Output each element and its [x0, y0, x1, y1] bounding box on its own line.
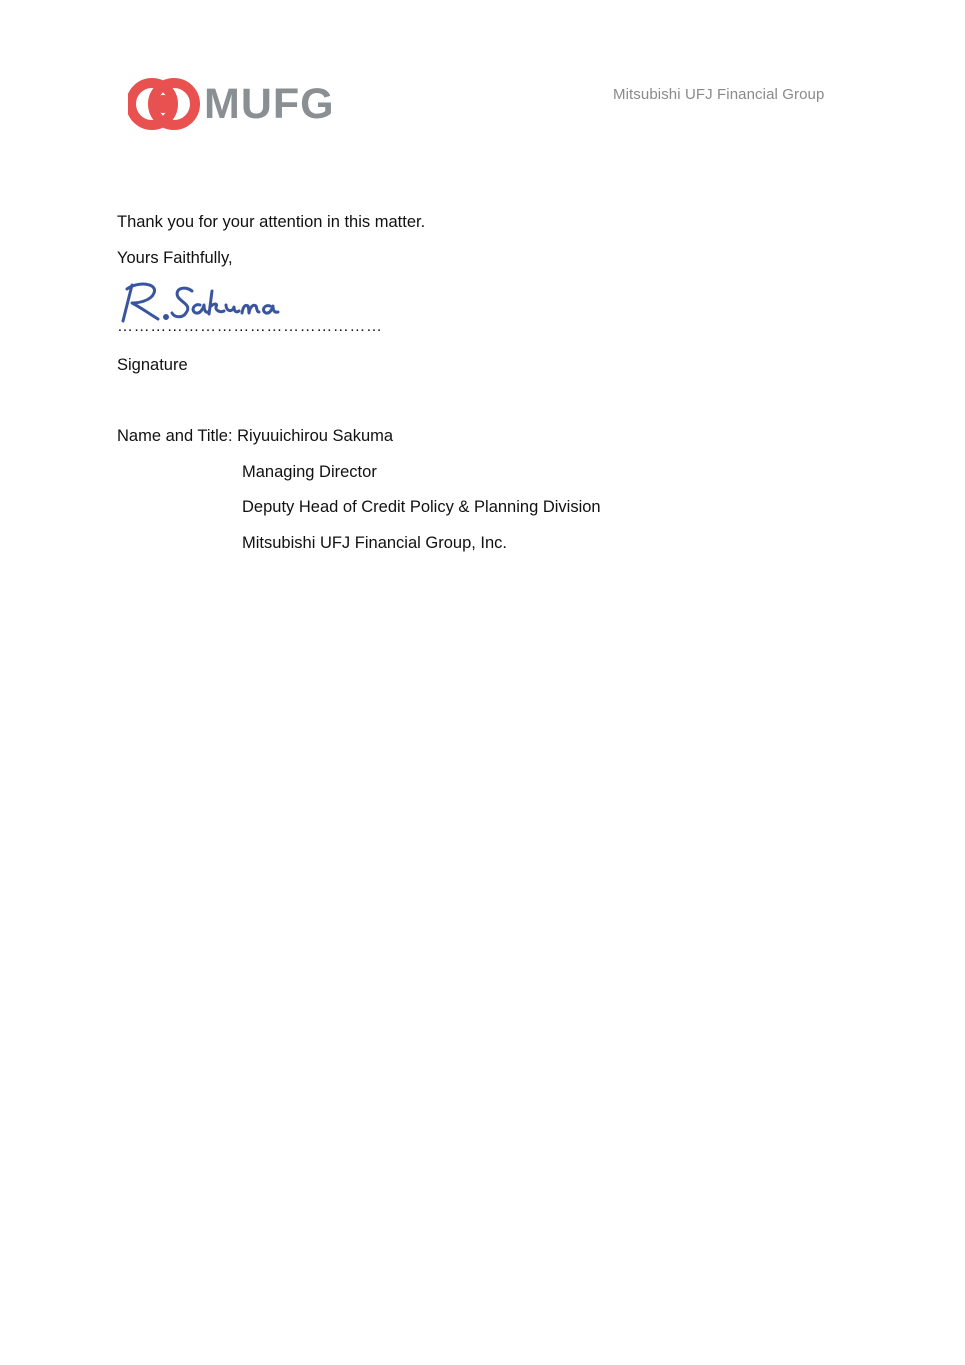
header-group-name: Mitsubishi UFJ Financial Group	[613, 86, 825, 103]
title-line-division: Deputy Head of Credit Policy & Planning Division	[242, 498, 601, 516]
salutation: Yours Faithfully,	[117, 249, 233, 267]
signature-dotted-line: …………………………………………	[117, 318, 383, 335]
logo-wordmark: MUFG	[204, 80, 335, 128]
name-and-title: Name and Title: Riyuuichirou Sakuma	[117, 427, 394, 445]
mufg-logo	[128, 77, 338, 133]
title-line-managing-director: Managing Director	[242, 463, 377, 481]
title-line-company: Mitsubishi UFJ Financial Group, Inc.	[242, 534, 508, 552]
closing-line: Thank you for your attention in this matter.	[117, 213, 426, 231]
mufg-logo-mark-icon	[128, 77, 200, 131]
signature-label: Signature	[117, 356, 188, 374]
